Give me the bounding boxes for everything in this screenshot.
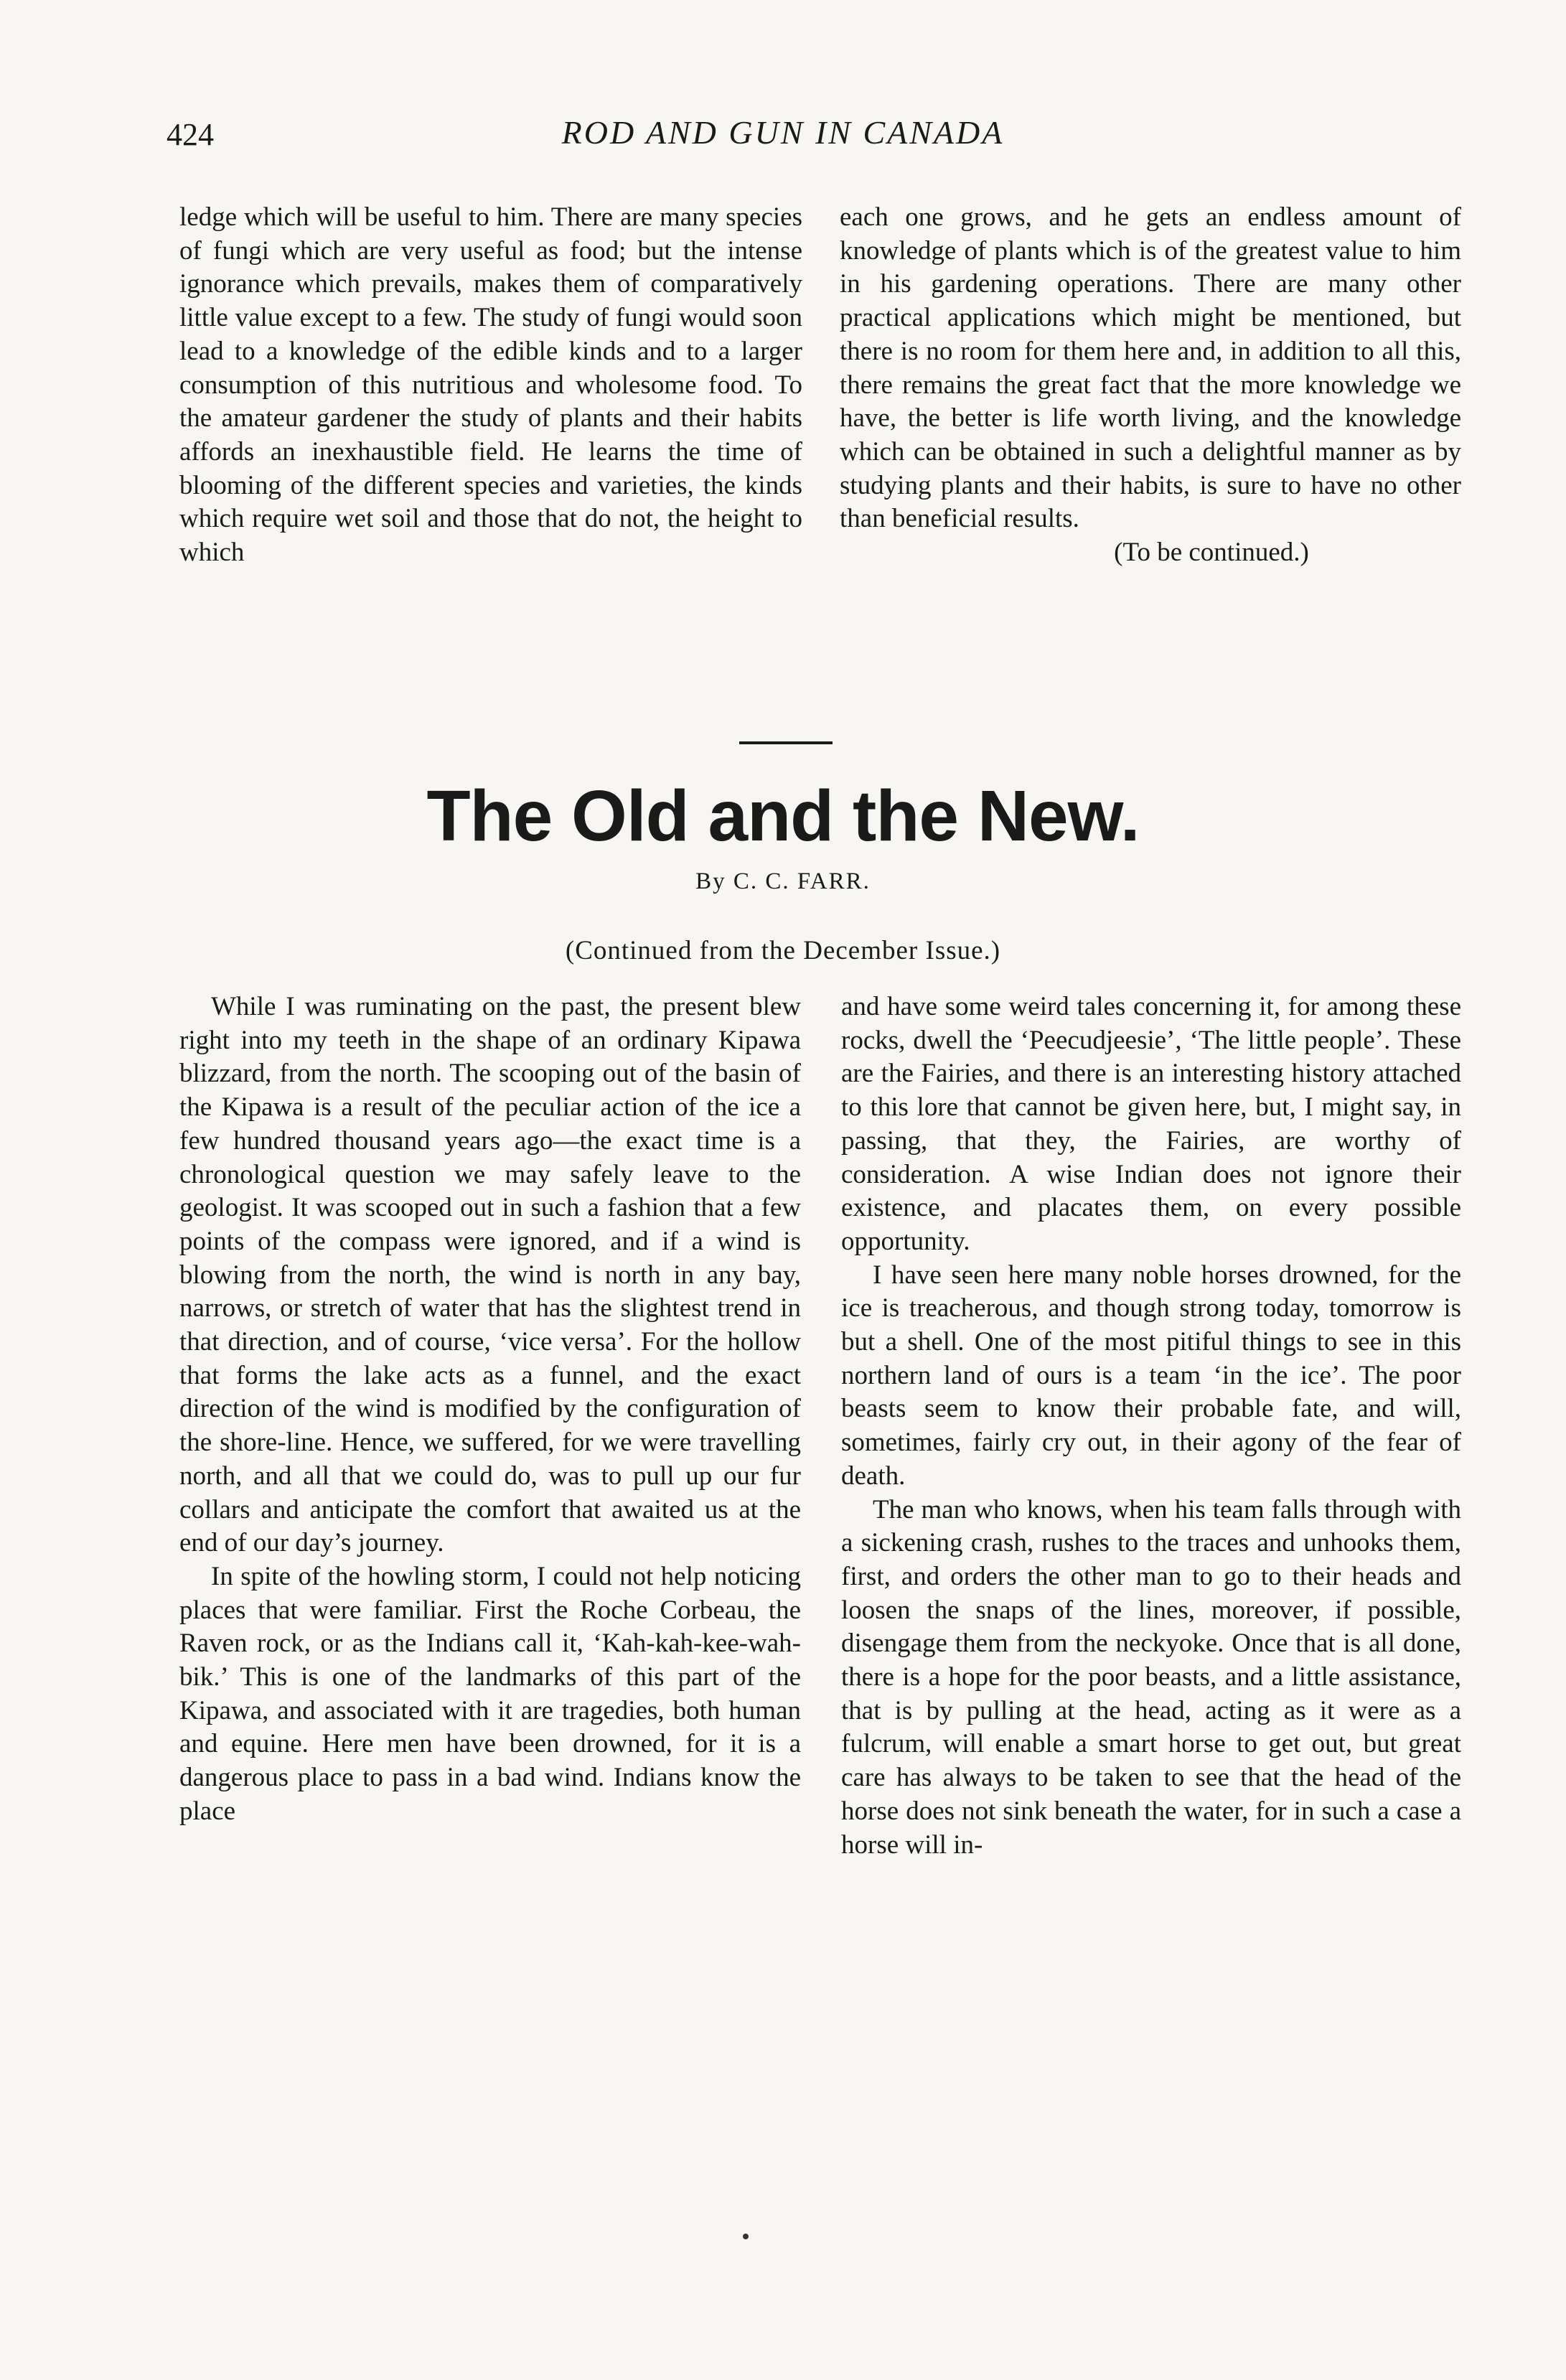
section-divider (739, 741, 833, 744)
running-head: ROD AND GUN IN CANADA (561, 114, 1005, 151)
top-right-column (840, 201, 1461, 570)
bottom-left-column (179, 990, 801, 1829)
article-title: The Old and the New. (426, 776, 1140, 856)
byline: By C. C. FARR. (695, 868, 871, 894)
bottom-right-paragraph-2: I have seen here many noble horses drowned, for the ice is treacherous, and though strong today, tomorrow is but a shell. One of the most pitiful things to see in this northern land of ours is a team ‘in the ice’. The poor beasts seem to know their probable fate, and will, sometimes, fairly cry out, in their agony of the fear of death. (841, 1260, 1461, 1491)
top-left-column (179, 201, 802, 570)
page-number: 424 (167, 117, 214, 152)
bottom-left-paragraph-1: While I was ruminating on the past, the present blew right into my teeth in the shape of an ordinary Kipawa blizzard, from the north. The scooping out of the basin of the Kipawa is a result of the peculiar action of the ice a few hundred thousand years ago—the exact time is a chronological question we may safely leave to the geologist. It was scooped out in such a fashion that a few points of the compass were ignored, and if a wind is blowing from the north, the wind is north in any bay, narrows, or stretch of water that has the slightest trend in that direction, and of course, ‘vice versa’. For the hollow that forms the lake acts as a funnel, and the exact direction of the wind is modified by the configuration of the shore-line. Hence, we suffered, for we were travelling north, and all that we could do, was to pull up our fur collars and anticipate the comfort that awaited us at the end of our day’s journey. (179, 992, 801, 1558)
top-right-paragraph: each one grows, and he gets an endless amount of knowledge of plants which is of the greatest value to him in his gardening operations. There are many other practical applications which might be mentioned, but there is no room for them here and, in addition to all this, there remains the great fact that the more knowledge we have, the better is life worth living, and the knowledge which can be obtained in such a delightful manner as by studying plants and their habits, is sure to have no other than beneficial results. (840, 202, 1461, 534)
bottom-right-paragraph-3: The man who knows, when his team falls through with a sickening crash, rushes to the traces and unhooks them, first, and orders the other man to go to their heads and loosen the snaps of the lines, moreover, if possible, disengage them from the neckyoke. Once that is all done, there is a hope for the poor beasts, and a little assistance, that is by pulling at the head, acting as it were as a fulcrum, will enable a smart horse to get out, but great care has always to be taken to see that the head of the horse does not sink beneath the water, for in such a case a horse will in- (841, 1494, 1461, 1860)
bottom-right-column (841, 990, 1461, 1862)
footer-dot (743, 2234, 749, 2239)
to-be-continued: (To be continued.) (1114, 538, 1309, 568)
top-left-paragraph: ledge which will be useful to him. There are many species of fungi which are very useful as food; but the intense ignorance which prevails, makes them of comparatively little value except to a few. The study of fungi would soon lead to a knowledge of the edible kinds and to a larger consumption of this nutritious and wholesome food. To the amateur gardener the study of plants and their habits affords an inexhaustible field. He learns the time of blooming of the different species and varieties, the kinds which require wet soil and those that do not, the height to which (179, 202, 802, 568)
bottom-left-paragraph-2: In spite of the howling storm, I could not help noticing places that were familiar. First the Roche Corbeau, the Raven rock, or as the Indians call it, ‘Kah-kah-kee-wah-bik.’ This is one of the landmarks of this part of the Kipawa, and associated with it are tragedies, both human and equine. Here men have been drowned, for it is a dangerous place to pass in a bad wind. Indians know the place (179, 1561, 801, 1826)
bottom-right-paragraph-1: and have some weird tales concerning it, for among these rocks, dwell the ‘Peecudjeesie’, ‘The little people’. These are the Fairies, and there is an interesting history attached to this lore that cannot be given here, but, I might say, in passing, that they, the Fairies, are worthy of consideration. A wise Indian does not ignore their existence, and placates them, on every possible opportunity. (841, 992, 1461, 1256)
continuation-note: (Continued from the December Issue.) (565, 936, 1001, 965)
